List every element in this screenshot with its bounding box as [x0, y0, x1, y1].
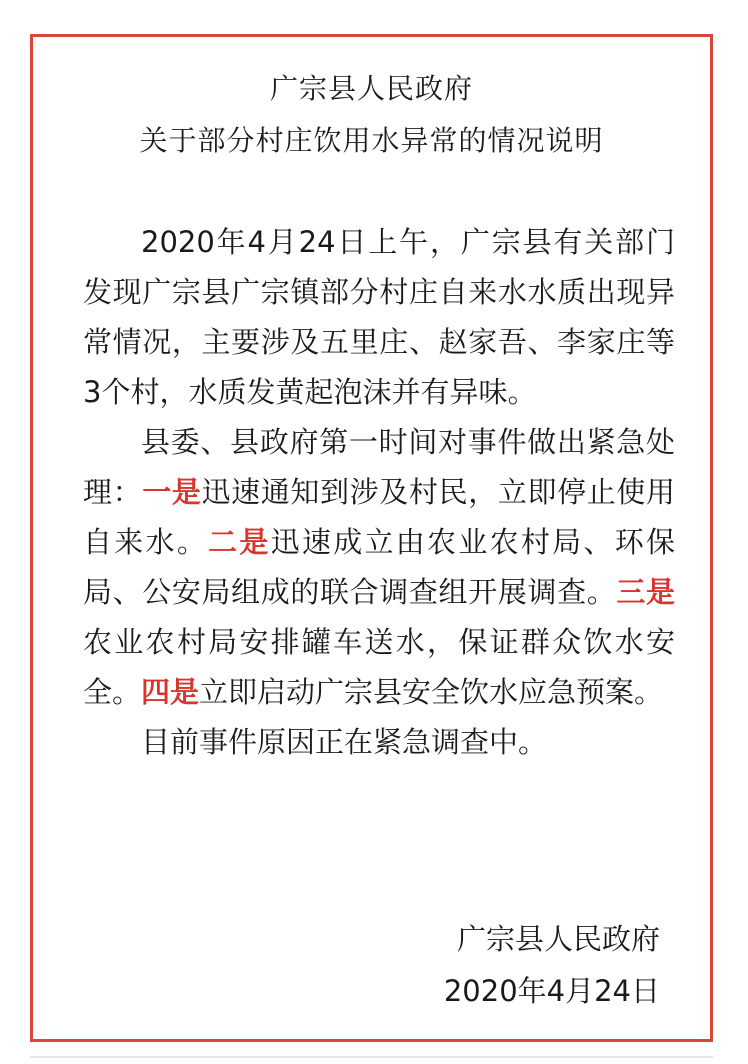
signature-date: 2020年4月24日 [443, 974, 660, 1008]
measure-1-label: 一是 [142, 475, 202, 509]
response-intro: 县委、县政府第一时间对事件做出紧急处理： [83, 425, 675, 509]
measure-4-label: 四是 [141, 675, 200, 709]
paragraph-response [83, 417, 675, 717]
measure-3-label: 三是 [616, 575, 675, 609]
measure-4-text: 立即启动广宗县安全饮水应急预案。 [199, 675, 664, 709]
measure-1-text: 迅速通知到涉及村民，立即停止使用自来水。 [83, 475, 675, 559]
measure-2-text: 迅速成立由农业农村局、环保局、公安局组成的联合调查组开展调查。 [83, 525, 675, 609]
bottom-divider [30, 1056, 713, 1058]
document-body [83, 217, 675, 767]
signature-organization: 广宗县人民政府 [456, 922, 660, 956]
document-title-subject: 关于部分村庄饮用水异常的情况说明 [139, 124, 604, 157]
paragraph-incident: 2020年4月24日上午，广宗县有关部门发现广宗县广宗镇部分村庄自来水水质出现异常情况，主要涉及五里庄、赵家吾、李家庄等3个村，水质发黄起泡沫并有异味。 [83, 225, 675, 409]
paragraph-status: 目前事件原因正在紧急调查中。 [141, 725, 548, 759]
measure-2-label: 二是 [208, 525, 271, 559]
measure-3-text: 农业农村局安排罐车送水，保证群众饮水安全。 [83, 625, 675, 709]
document-title-issuer: 广宗县人民政府 [269, 72, 473, 105]
document-frame [30, 34, 713, 1042]
